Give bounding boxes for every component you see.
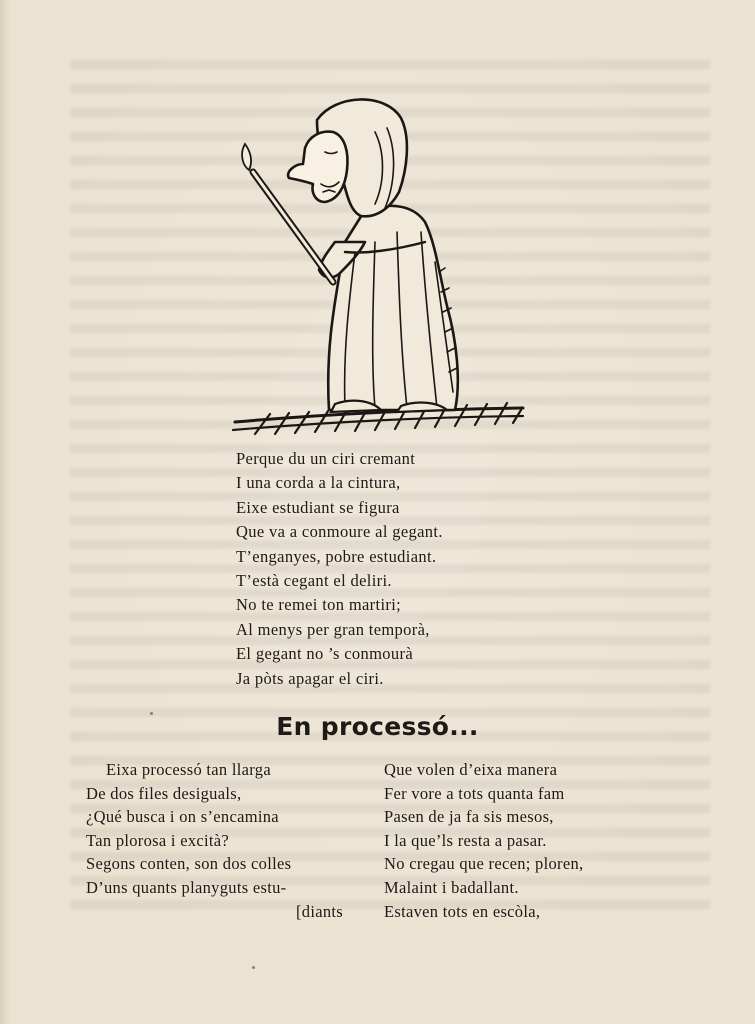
paper-speck xyxy=(150,712,153,715)
poem-line: T’enganyes, pobre estudiant. xyxy=(236,546,437,566)
woodcut-illustration xyxy=(225,92,525,437)
verse-line: Pasen de ja fa sis mesos, xyxy=(384,807,554,827)
poem-line: Eixe estudiant se figura xyxy=(236,497,400,517)
poem-line: Ja pòts apagar el ciri. xyxy=(236,668,384,688)
left-column xyxy=(86,758,343,923)
poem-line: No te remei ton martiri; xyxy=(236,595,402,615)
poem-line: Al menys per gran temporà, xyxy=(236,619,430,639)
poem-line: I una corda a la cintura, xyxy=(236,473,401,493)
poem-line: T’està cegant el deliri. xyxy=(236,571,392,591)
poem-stanza xyxy=(236,447,443,691)
verse-line: D’uns quants planyguts estu- xyxy=(86,877,287,897)
verse-line: ¿Qué busca i on s’encamina xyxy=(86,807,279,827)
verse-line: I la que’ls resta a pasar. xyxy=(384,830,547,850)
right-column xyxy=(384,758,583,923)
paper-speck xyxy=(252,966,255,969)
verse-line: Eixa processó tan llarga xyxy=(106,760,271,779)
verse-line: Fer vore a tots quanta fam xyxy=(384,783,565,803)
verse-line: Tan plorosa i excità? xyxy=(86,830,230,850)
verse-line: De dos files desiguals, xyxy=(86,783,242,803)
poem-line: Perque du un ciri cremant xyxy=(236,449,416,468)
page-spine-shadow xyxy=(0,0,10,1024)
verse-line: Que volen d’eixa manera xyxy=(384,760,558,779)
verse-line: Estaven tots en escòla, xyxy=(384,901,541,921)
poem-line: Que va a conmoure al gegant. xyxy=(236,522,443,542)
verse-line: Segons conten, son dos colles xyxy=(86,854,292,874)
verse-line: Malaint i badallant. xyxy=(384,877,519,897)
verse-line: No cregau que recen; ploren, xyxy=(384,854,584,874)
section-title: En processó... xyxy=(276,712,479,741)
verse-line-turnover: [diants xyxy=(296,901,344,921)
poem-line: El gegant no ’s conmourà xyxy=(236,644,414,664)
